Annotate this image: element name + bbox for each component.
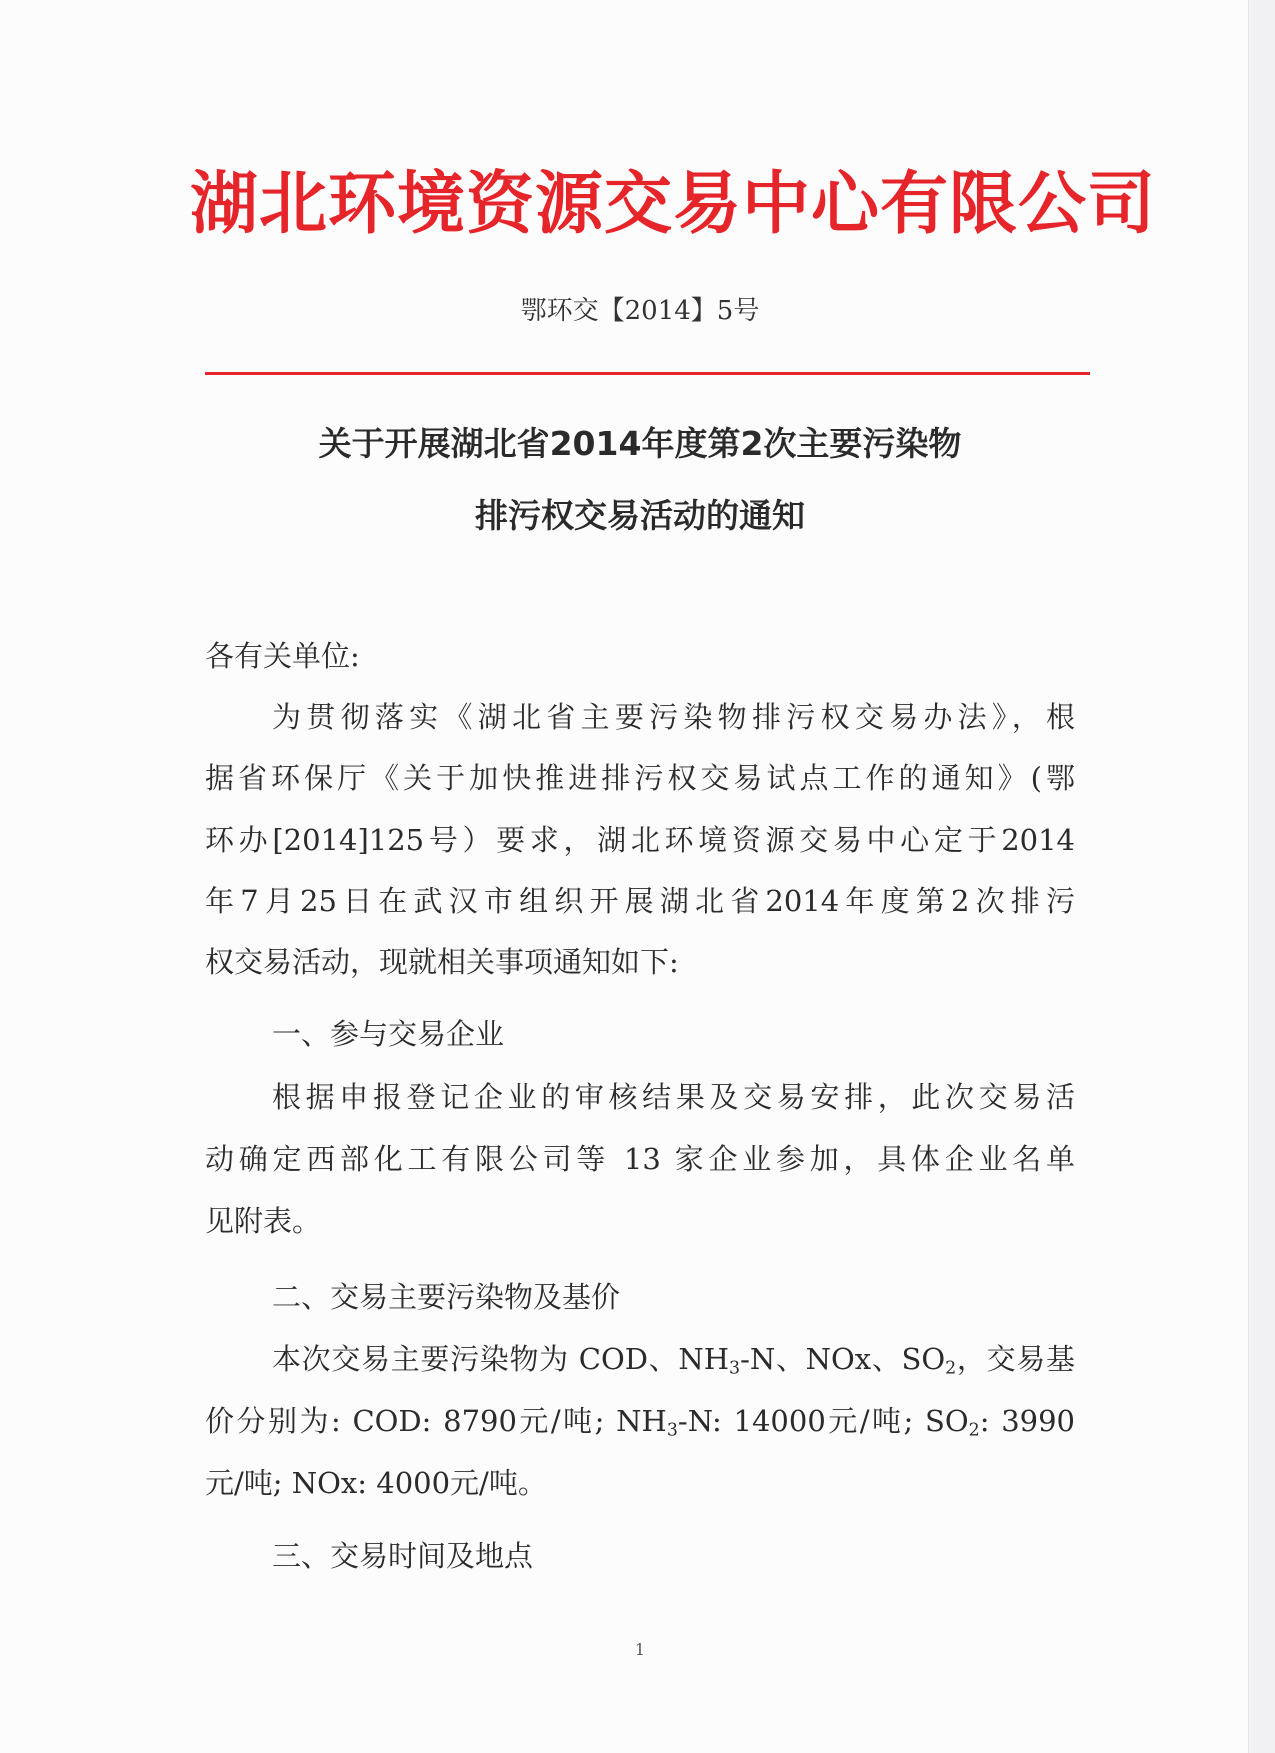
notice-title-line-2: 排污权交易活动的通知 xyxy=(475,496,805,535)
red-divider-line xyxy=(205,372,1090,375)
intro-line-1: 为贯彻落实《湖北省主要污染物排污权交易办法》，根 xyxy=(272,700,1075,734)
section-2-heading: 二、交易主要污染物及基价 xyxy=(272,1280,621,1314)
letterhead-title: 湖北环境资源交易中心有限公司 xyxy=(190,165,1157,244)
notice-title-line-1: 关于开展湖北省2014年度第2次主要污染物 xyxy=(318,424,962,463)
section-2-line-1: 本次交易主要污染物为 COD、$NH_3-N$、NOx、$SO_2$，交易基 xyxy=(272,1342,1075,1379)
intro-line-5: 权交易活动，现就相关事项通知如下: xyxy=(205,945,679,979)
section-3-heading: 三、交易时间及地点 xyxy=(272,1539,534,1573)
section-1-heading: 一、参与交易企业 xyxy=(272,1017,505,1051)
page-number: 1 xyxy=(634,1640,646,1659)
section-1-line-3: 见附表。 xyxy=(205,1204,322,1238)
intro-line-3: 环办[2014]125号）要求，湖北环境资源交易中心定于2014 xyxy=(205,823,1075,857)
page-edge xyxy=(1248,0,1275,1753)
intro-line-2: 据省环保厅《关于加快推进排污权交易试点工作的通知》(鄂 xyxy=(205,761,1075,795)
section-1-line-2: 动确定西部化工有限公司等 13 家企业参加，具体企业名单 xyxy=(205,1142,1075,1176)
salutation: 各有关单位: xyxy=(205,639,360,673)
section-2-line-3: 元/吨; NOx: 4000元/吨。 xyxy=(205,1466,547,1500)
document-number: 鄂环交【2014】5号 xyxy=(520,296,760,326)
section-2-line-2: 价分别为: COD: 8790元/吨; $NH_3-N$: 14000元/吨; $SO_2$: 3990 xyxy=(205,1404,1075,1441)
section-1-line-1: 根据申报登记企业的审核结果及交易安排，此次交易活 xyxy=(272,1080,1075,1114)
intro-line-4: 年7月25日在武汉市组织开展湖北省2014年度第2次排污 xyxy=(205,884,1075,918)
